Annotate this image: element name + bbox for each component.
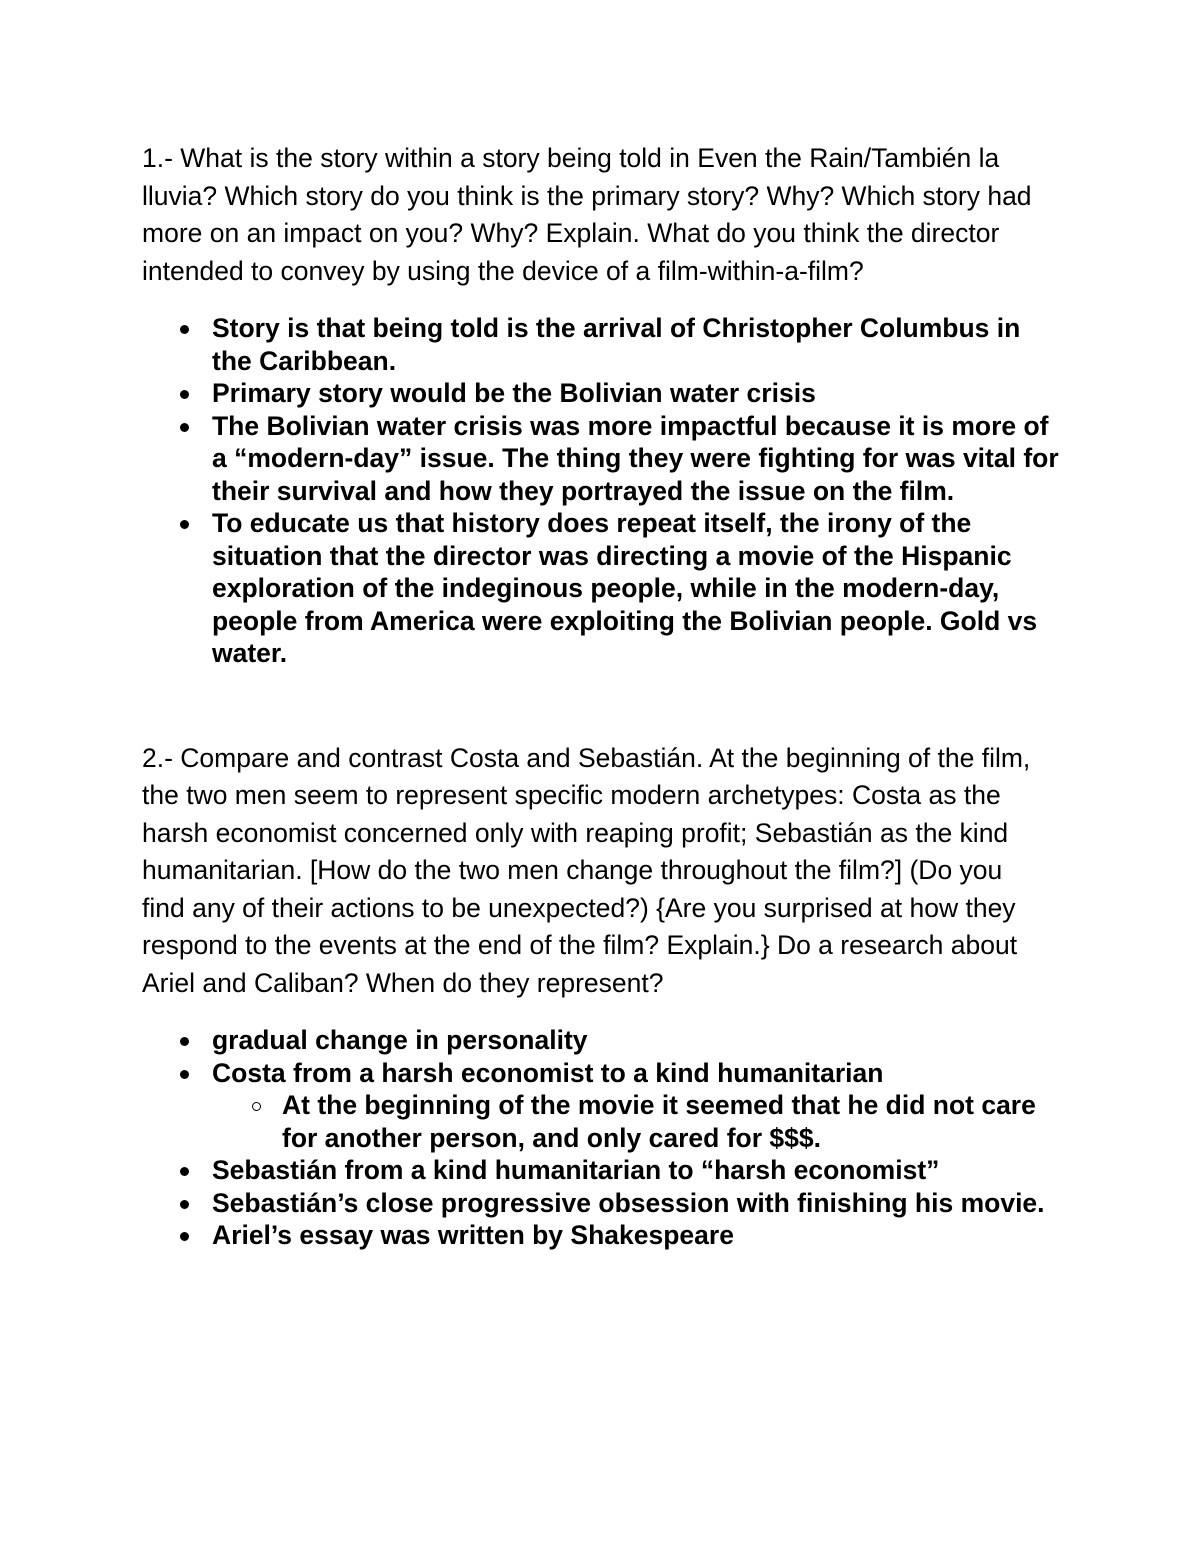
answer-text: Story is that being told is the arrival of Christopher Columbus in the Caribbean.: [212, 313, 1021, 376]
answer-text: Sebastián’s close progressive obsession with finishing his movie.: [212, 1187, 1045, 1218]
document-page: [142, 140, 1062, 1252]
bullet-icon: [180, 1070, 189, 1079]
sub-answer-list: [212, 1089, 1062, 1154]
hollow-bullet-icon: [252, 1102, 261, 1111]
list-item: [142, 507, 1062, 670]
list-item: [142, 377, 1062, 410]
bullet-icon: [180, 1232, 189, 1241]
bullet-icon: [180, 1167, 189, 1176]
answer-text: Sebastián from a kind humanitarian to “harsh economist”: [212, 1155, 940, 1185]
answer-text: The Bolivian water crisis was more impactful because it is more of a “modern-day” issue. The thing they were fighting for was vital for their survival and how they portrayed the issue on the film.: [212, 410, 1059, 506]
list-item: [142, 1024, 1062, 1057]
question-1: 1.- What is the story within a story being told in Even the Rain/También la lluvia? Which story do you think is the primary story? Why? Which story had more on an impact on you? Why? Explain. What do you think the director intended to convey by using the device of a film-within-a-film?: [142, 143, 1032, 286]
bullet-icon: [180, 520, 189, 529]
answer-list-2: [142, 1024, 1062, 1252]
list-item: [142, 1219, 1062, 1252]
sub-list-item: [212, 1089, 1062, 1154]
list-item: [142, 410, 1062, 508]
list-item: [142, 1154, 1062, 1187]
answer-text: gradual change in personality: [212, 1025, 588, 1055]
list-item: [142, 1057, 1062, 1155]
bullet-icon: [180, 1200, 189, 1209]
bullet-icon: [180, 423, 189, 432]
bullet-icon: [180, 390, 189, 399]
list-item: [142, 1187, 1062, 1220]
answer-text: Ariel’s essay was written by Shakespeare: [212, 1220, 734, 1250]
bullet-icon: [180, 1037, 189, 1046]
bullet-icon: [180, 325, 189, 334]
sub-answer-text: At the beginning of the movie it seemed that he did not care for another person, and only cared for $$$.: [282, 1090, 1036, 1153]
answer-text: Primary story would be the Bolivian water crisis: [212, 378, 816, 408]
list-item: [142, 312, 1062, 377]
question-2: 2.- Compare and contrast Costa and Sebastián. At the beginning of the film, the two men seem to represent specific modern archetypes: Costa as the harsh economist concerned only with reaping profit; Sebastián as the kind humanitarian. [How do the two men change throughout the film?] (Do you find any of their actions to be unexpected?) {Are you surprised at how they respond to the events at the end of the film? Explain.} Do a research about Ariel and Caliban? When do they represent?: [142, 742, 1031, 998]
answer-text: Costa from a harsh economist to a kind humanitarian: [212, 1057, 884, 1088]
answer-list-1: [142, 312, 1062, 670]
answer-text: To educate us that history does repeat itself, the irony of the situation that the director was directing a movie of the Hispanic exploration of the indeginous people, while in the modern-day, people from America were exploiting the Bolivian people. Gold vs water.: [212, 508, 1038, 668]
